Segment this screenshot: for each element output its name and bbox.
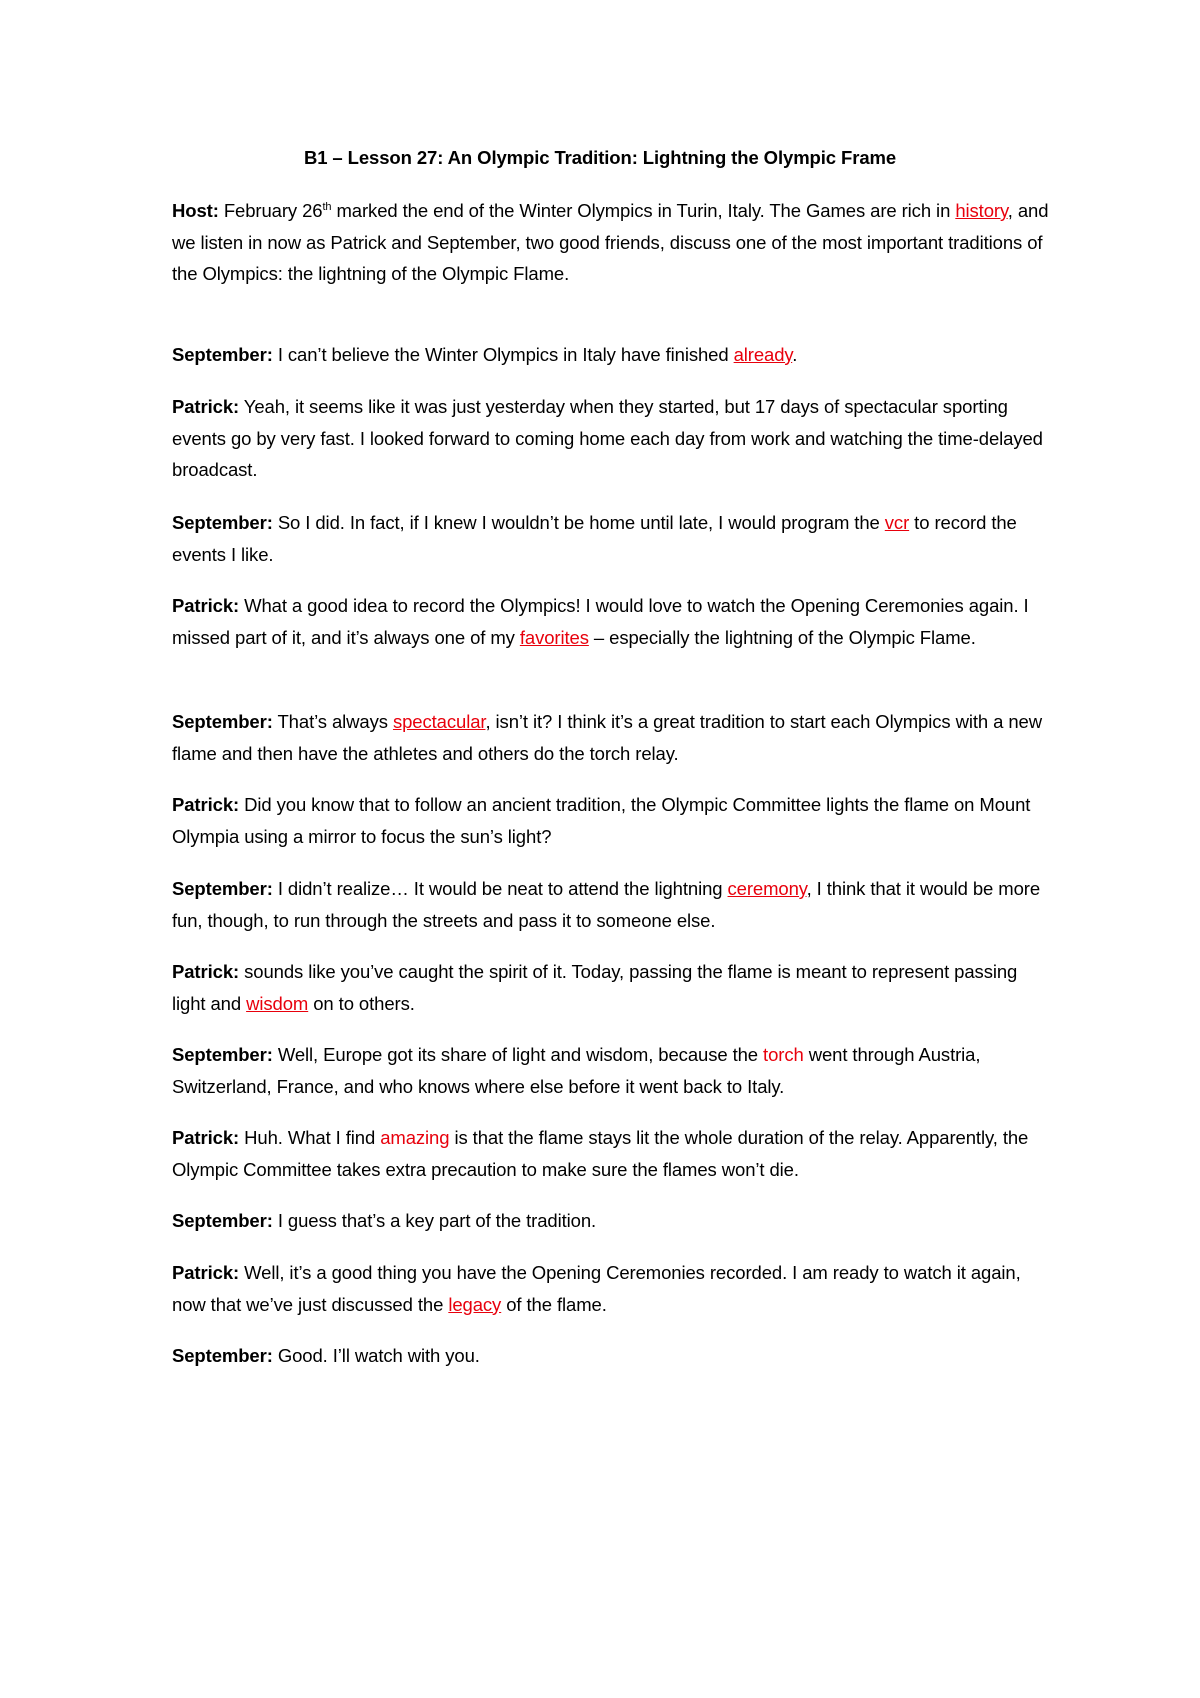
speaker-label: Patrick:	[172, 396, 240, 417]
host-intro	[172, 195, 1052, 290]
text-run: I can’t believe the Winter Olympics in Italy have finished	[272, 344, 734, 365]
dialogue-line-7	[172, 873, 1052, 936]
text-run: , and we listen in now as Patrick and September, two good friends, discuss one of the most important traditions of the Olympics: the lightning of the Olympic Flame.	[172, 200, 1049, 284]
text-run: to record the events I like.	[172, 512, 1017, 565]
speaker-label: September:	[172, 1345, 273, 1366]
text-run: Huh. What I find	[239, 1127, 381, 1148]
speaker-label: Patrick:	[172, 961, 240, 982]
speaker-label: Patrick:	[172, 595, 240, 616]
dialogue-line-1	[172, 339, 1052, 371]
speaker-label: September:	[172, 711, 273, 732]
text-run: Good. I’ll watch with you.	[272, 1345, 480, 1366]
text-run: Yeah, it seems like it was just yesterday when they started, but 17 days of spectacular sporting events go by very fast. I looked forward to coming home each day from work and watching the time-delayed broadcast.	[172, 396, 1043, 480]
text-run: Well, it’s a good thing you have the Opening Ceremonies recorded. I am ready to watch it again, now that we’ve just discussed the	[172, 1262, 1021, 1315]
vocab-word-ceremony[interactable]: ceremony	[727, 878, 807, 899]
text-run: of the flame.	[501, 1293, 607, 1315]
dialogue-line-11	[172, 1205, 1052, 1237]
speaker-label: September:	[172, 512, 273, 533]
speaker-label: September:	[172, 344, 273, 365]
speaker-label: September:	[172, 878, 273, 899]
text-run: , I think that it would be more fun, though, to run through the streets and pass it to someone else.	[172, 878, 1041, 931]
vocab-word-history[interactable]: history	[955, 200, 1008, 221]
speaker-label: Patrick:	[172, 794, 240, 815]
text-run: – especially the lightning of the Olympic Flame.	[588, 626, 976, 648]
text-run: Well, Europe got its share of light and wisdom, because the	[272, 1044, 764, 1065]
text-run: went through Austria, Switzerland, France, and who knows where else before it went back to Italy.	[172, 1044, 981, 1097]
speaker-label: Patrick:	[172, 1262, 240, 1283]
text-run: So I did. In fact, if I knew I wouldn’t be home until late, I would program the	[272, 512, 885, 533]
vocab-word-vcr[interactable]: vcr	[884, 512, 910, 533]
text-run: is that the flame stays lit the whole duration of the relay. Apparently, the Olympic Committee takes extra precaution to make sure the flames won’t die.	[172, 1127, 1029, 1180]
dialogue-line-10	[172, 1122, 1052, 1185]
text-run: That’s always	[272, 711, 393, 732]
speaker-label: September:	[172, 1044, 273, 1065]
dialogue-line-3	[172, 507, 1052, 570]
text-run: What a good idea to record the Olympics! I would love to watch the Opening Ceremonies again. I missed part of it, and it’s always one of my	[172, 595, 1029, 648]
lesson-title: B1 – Lesson 27: An Olympic Tradition: Lightning the Olympic Frame	[303, 147, 897, 168]
dialogue-line-8	[172, 956, 1052, 1019]
speaker-label: Patrick:	[172, 1127, 240, 1148]
text-run: Did you know that to follow an ancient tradition, the Olympic Committee lights the flame on Mount Olympia using a mirror to focus the sun’s light?	[172, 794, 1031, 847]
dialogue-line-12	[172, 1257, 1052, 1320]
superscript: th	[322, 200, 332, 213]
dialogue-line-2	[172, 391, 1052, 486]
vocab-word-spectacular[interactable]: spectacular	[392, 711, 486, 732]
dialogue-line-9	[172, 1039, 1052, 1102]
text-run: on to others.	[308, 992, 415, 1014]
text-run: .	[792, 344, 798, 365]
dialogue-line-4	[172, 590, 1052, 653]
text-run: I didn’t realize… It would be neat to attend the lightning	[272, 878, 728, 899]
text-run: , isn’t it? I think it’s a great tradition to start each Olympics with a new flame and then have the athletes and others do the torch relay.	[172, 711, 1043, 764]
text-run: marked the end of the Winter Olympics in Turin, Italy. The Games are rich in	[331, 200, 956, 221]
text-run: sounds like you’ve caught the spirit of it. Today, passing the flame is meant to represent passing light and	[172, 961, 1018, 1014]
speaker-label: September:	[172, 1210, 273, 1231]
vocab-word-wisdom[interactable]: wisdom	[246, 992, 309, 1014]
vocab-word-amazing[interactable]: amazing	[380, 1127, 450, 1148]
speaker-label: Host:	[172, 200, 219, 221]
text-run: I guess that’s a key part of the tradition.	[272, 1210, 597, 1231]
dialogue-line-13	[172, 1340, 1052, 1372]
vocab-word-torch[interactable]: torch	[763, 1044, 804, 1065]
dialogue-line-5	[172, 706, 1052, 769]
text-run: February 26	[218, 200, 323, 221]
dialogue-line-6	[172, 789, 1052, 852]
vocab-word-already[interactable]: already	[733, 344, 793, 365]
vocab-word-favorites[interactable]: favorites	[519, 626, 589, 648]
vocab-word-legacy[interactable]: legacy	[448, 1293, 502, 1315]
